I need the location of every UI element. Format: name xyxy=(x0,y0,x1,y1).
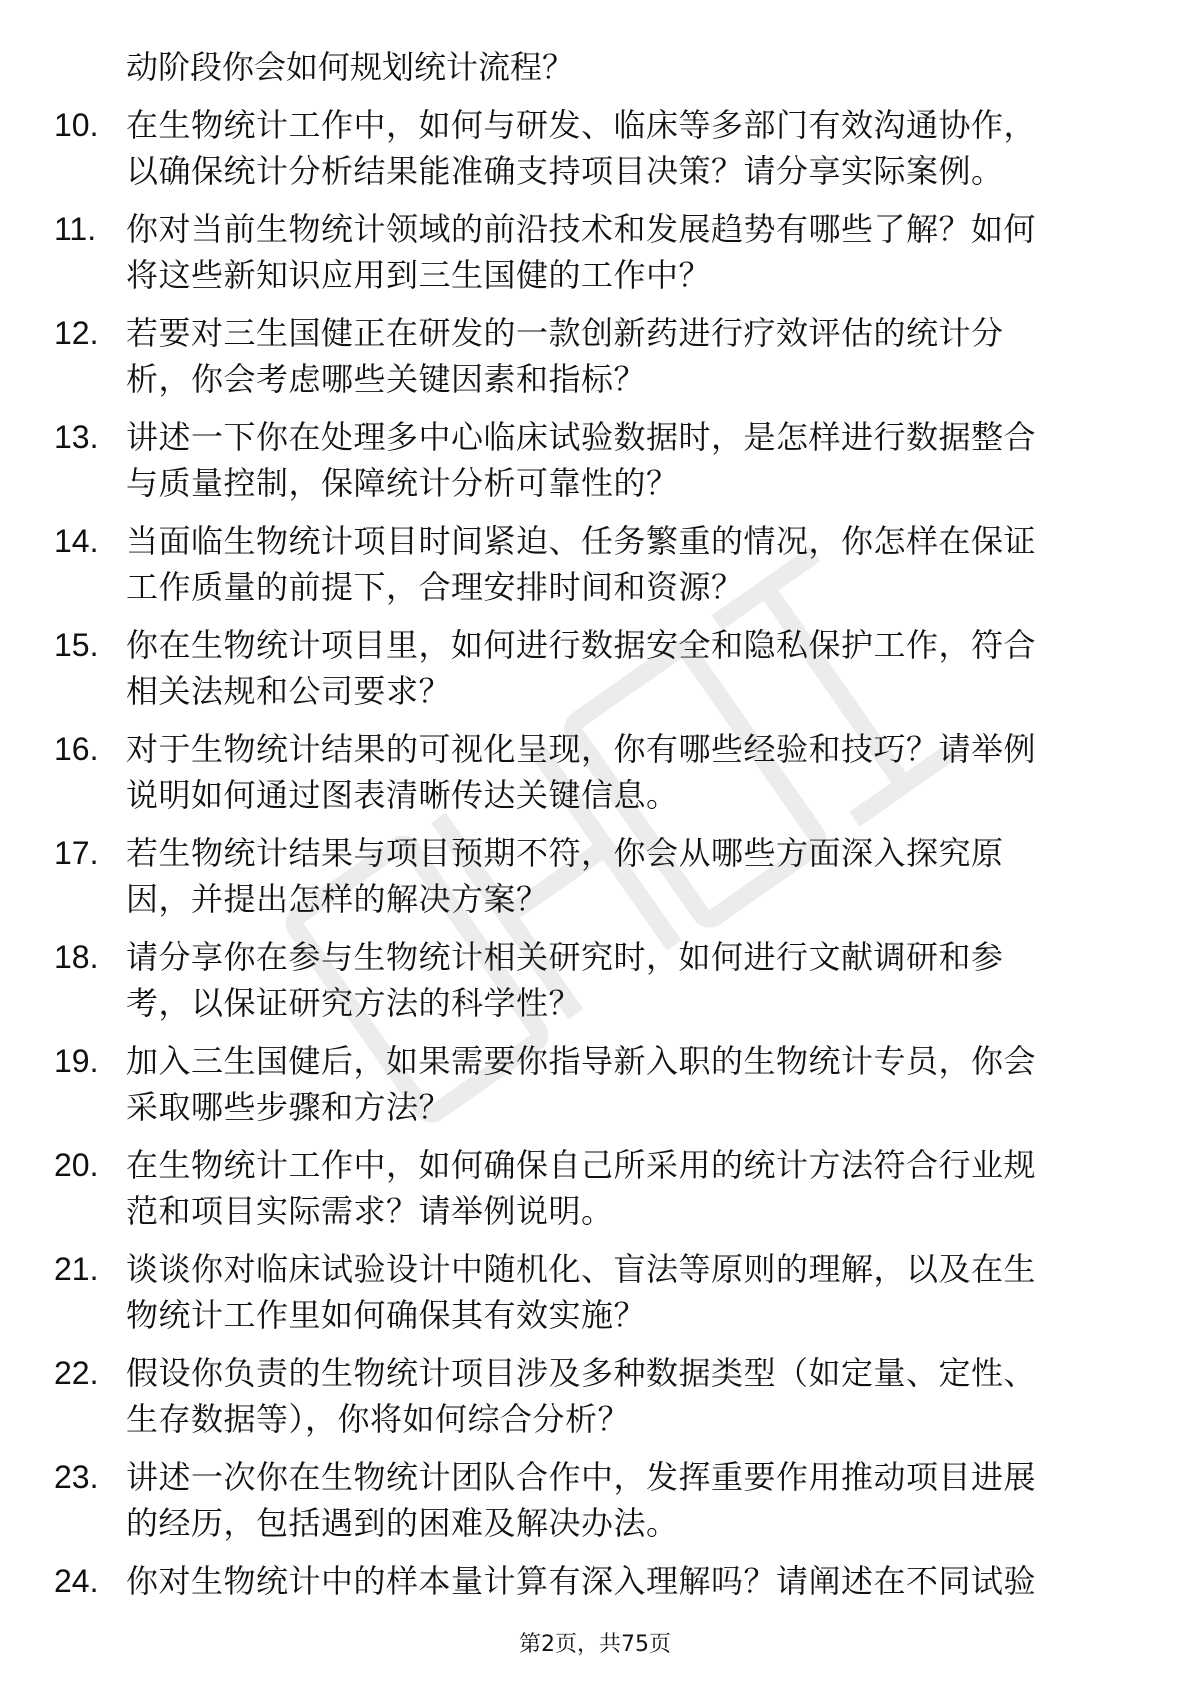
question-number: 24. xyxy=(54,1563,99,1599)
question-text xyxy=(126,830,1106,922)
question-line: 说明如何通过图表清晰传达关键信息。 xyxy=(126,776,679,814)
continued-question-text: 动阶段你会如何规划统计流程？ xyxy=(126,48,575,86)
question-item xyxy=(0,1246,1190,1338)
question-text xyxy=(126,1350,1106,1442)
question-line: 若生物统计结果与项目预期不符，你会从哪些方面深入探究原 xyxy=(126,834,1004,872)
question-item xyxy=(0,1350,1190,1442)
question-text xyxy=(126,206,1106,298)
question-text xyxy=(126,622,1106,714)
question-line: 物统计工作里如何确保其有效实施？ xyxy=(126,1296,647,1334)
question-line: 在生物统计工作中，如何与研发、临床等多部门有效沟通协作， xyxy=(126,106,1037,144)
question-item xyxy=(0,206,1190,298)
question-number: 20. xyxy=(54,1147,99,1183)
question-number: 19. xyxy=(54,1043,99,1079)
question-text xyxy=(126,102,1106,194)
question-text xyxy=(126,1038,1106,1130)
question-line: 在生物统计工作中，如何确保自己所采用的统计方法符合行业规 xyxy=(126,1146,1037,1184)
question-line: 对于生物统计结果的可视化呈现，你有哪些经验和技巧？请举例 xyxy=(126,730,1037,768)
question-item xyxy=(0,414,1190,506)
question-line: 与质量控制，保障统计分析可靠性的？ xyxy=(126,464,679,502)
question-line: 的经历，包括遇到的困难及解决办法。 xyxy=(126,1504,679,1542)
question-number: 12. xyxy=(54,315,99,351)
question-text xyxy=(126,934,1106,1026)
question-item xyxy=(0,310,1190,402)
question-text xyxy=(126,1558,1106,1604)
question-line: 谈谈你对临床试验设计中随机化、盲法等原则的理解，以及在生 xyxy=(126,1250,1037,1288)
question-number: 13. xyxy=(54,419,99,455)
question-line: 将这些新知识应用到三生国健的工作中？ xyxy=(126,256,712,294)
question-item xyxy=(0,830,1190,922)
question-list xyxy=(0,102,1190,1604)
question-line: 讲述一下你在处理多中心临床试验数据时，是怎样进行数据整合 xyxy=(126,418,1037,456)
question-text xyxy=(126,310,1106,402)
question-line: 你在生物统计项目里，如何进行数据安全和隐私保护工作，符合 xyxy=(126,626,1037,664)
question-line: 考，以保证研究方法的科学性？ xyxy=(126,984,582,1022)
question-line: 你对生物统计中的样本量计算有深入理解吗？请阐述在不同试验 xyxy=(126,1562,1037,1600)
content-area xyxy=(0,44,1190,1616)
question-item xyxy=(0,622,1190,714)
question-text xyxy=(126,1246,1106,1338)
question-number: 18. xyxy=(54,939,99,975)
question-number: 16. xyxy=(54,731,99,767)
question-line: 请分享你在参与生物统计相关研究时，如何进行文献调研和参 xyxy=(126,938,1004,976)
question-text xyxy=(126,1454,1106,1546)
question-number: 15. xyxy=(54,627,99,663)
question-number: 17. xyxy=(54,835,99,871)
question-text xyxy=(126,518,1106,610)
question-item xyxy=(0,518,1190,610)
question-item xyxy=(0,1454,1190,1546)
question-line: 加入三生国健后，如果需要你指导新入职的生物统计专员，你会 xyxy=(126,1042,1037,1080)
question-text xyxy=(126,726,1106,818)
question-line: 相关法规和公司要求？ xyxy=(126,672,452,710)
question-item xyxy=(0,102,1190,194)
question-line: 若要对三生国健正在研发的一款创新药进行疗效评估的统计分 xyxy=(126,314,1004,352)
question-line: 生存数据等），你将如何综合分析？ xyxy=(126,1400,631,1438)
question-item xyxy=(0,726,1190,818)
question-number: 10. xyxy=(54,107,99,143)
question-line: 采取哪些步骤和方法？ xyxy=(126,1088,452,1126)
question-line: 析，你会考虑哪些关键因素和指标？ xyxy=(126,360,647,398)
question-number: 21. xyxy=(54,1251,99,1287)
question-number: 11. xyxy=(54,211,97,247)
question-line: 以确保统计分析结果能准确支持项目决策？请分享实际案例。 xyxy=(126,152,1004,190)
question-text xyxy=(126,1142,1106,1234)
question-number: 14. xyxy=(54,523,99,559)
question-number: 22. xyxy=(54,1355,99,1391)
question-item xyxy=(0,934,1190,1026)
question-line: 假设你负责的生物统计项目涉及多种数据类型（如定量、定性、 xyxy=(126,1354,1037,1392)
question-item xyxy=(0,1558,1190,1604)
question-line: 因，并提出怎样的解决方案？ xyxy=(126,880,549,918)
question-text xyxy=(126,414,1106,506)
question-number: 23. xyxy=(54,1459,99,1495)
question-line: 范和项目实际需求？请举例说明。 xyxy=(126,1192,614,1230)
question-line: 讲述一次你在生物统计团队合作中，发挥重要作用推动项目进展 xyxy=(126,1458,1037,1496)
question-item xyxy=(0,1142,1190,1234)
question-line: 当面临生物统计项目时间紧迫、任务繁重的情况，你怎样在保证 xyxy=(126,522,1037,560)
question-line: 你对当前生物统计领域的前沿技术和发展趋势有哪些了解？如何 xyxy=(126,210,1037,248)
question-item xyxy=(0,1038,1190,1130)
page-footer: 第2页，共75页 xyxy=(519,1632,671,1657)
question-line: 工作质量的前提下，合理安排时间和资源？ xyxy=(126,568,744,606)
